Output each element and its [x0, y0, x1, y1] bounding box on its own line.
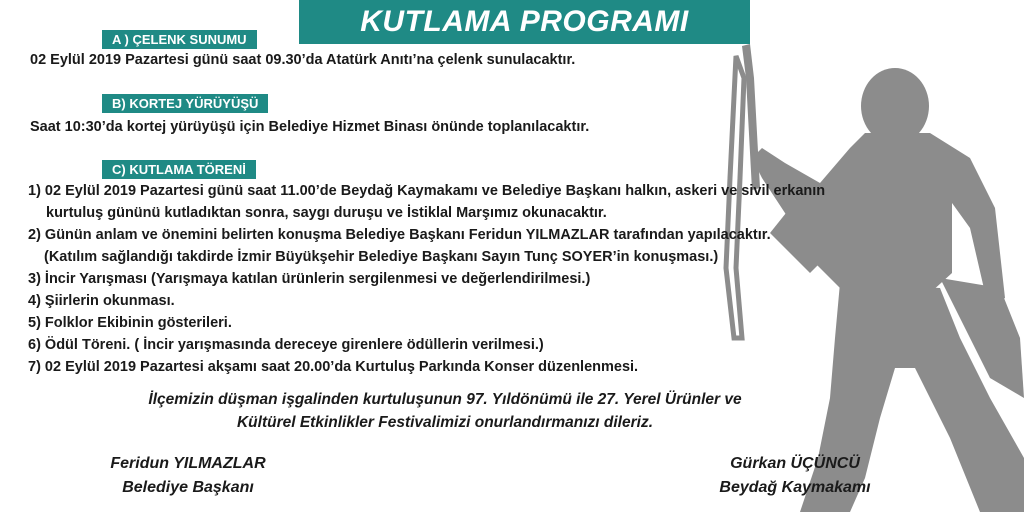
program-item-3: 3) İncir Yarışması (Yarışmaya katılan ürünlerin sergilenmesi ve değerlendirilmesi.) — [28, 271, 591, 287]
section-a-line: 02 Eylül 2019 Pazartesi günü saat 09.30’da Atatürk Anıtı’na çelenk sunulacaktır. — [30, 52, 576, 68]
signature-name: Feridun YILMAZLAR — [110, 455, 266, 472]
program-item-5: 5) Folklor Ekibinin gösterileri. — [28, 315, 232, 331]
section-c-heading: C) KUTLAMA TÖRENİ — [102, 160, 256, 179]
program-item-1: 1) 02 Eylül 2019 Pazartesi günü saat 11.00’de Beydağ Kaymakamı ve Belediye Başkanı halkın, askeri ve sivil erkanın — [28, 183, 826, 199]
signature-governor — [690, 452, 900, 500]
closing-line-2: Kültürel Etkinlikler Festivalimizi onurlandırmanızı dileriz. — [236, 414, 653, 431]
section-a-heading: A ) ÇELENK SUNUMU — [102, 30, 257, 49]
program-item-2-note: (Katılım sağlandığı takdirde İzmir Büyükşehir Belediye Başkanı Sayın Tunç SOYER’in konuşması.) — [44, 249, 719, 265]
signature-role: Beydağ Kaymakamı — [719, 479, 871, 496]
signature-name: Gürkan ÜÇÜNCÜ — [730, 455, 860, 472]
page-title: KUTLAMA PROGRAMI — [299, 0, 750, 44]
soldier-silhouette-icon — [690, 38, 1024, 512]
section-b-line: Saat 10:30’da kortej yürüyüşü için Belediye Hizmet Binası önünde toplanılacaktır. — [30, 119, 590, 135]
program-item-4: 4) Şiirlerin okunması. — [28, 293, 175, 309]
closing-line-1: İlçemizin düşman işgalinden kurtuluşunun 97. Yıldönümü ile 27. Yerel Ürünler ve — [148, 391, 742, 408]
program-item-7: 7) 02 Eylül 2019 Pazartesi akşamı saat 20.00’da Kurtuluş Parkında Konser düzenlenmesi. — [28, 359, 639, 375]
program-item-1-cont: kurtuluş gününü kutladıktan sonra, saygı duruşu ve İstiklal Marşımız okunacaktır. — [46, 205, 607, 221]
program-item-2: 2) Günün anlam ve önemini belirten konuşma Belediye Başkanı Feridun YILMAZLAR tarafından yapılacaktır. — [28, 227, 771, 243]
signature-role: Belediye Başkanı — [122, 479, 254, 496]
program-item-6: 6) Ödül Töreni. ( İncir yarışmasında dereceye girenlere ödüllerin verilmesi.) — [28, 337, 544, 353]
signature-mayor — [88, 452, 288, 500]
section-b-heading: B) KORTEJ YÜRÜYÜŞÜ — [102, 94, 268, 113]
